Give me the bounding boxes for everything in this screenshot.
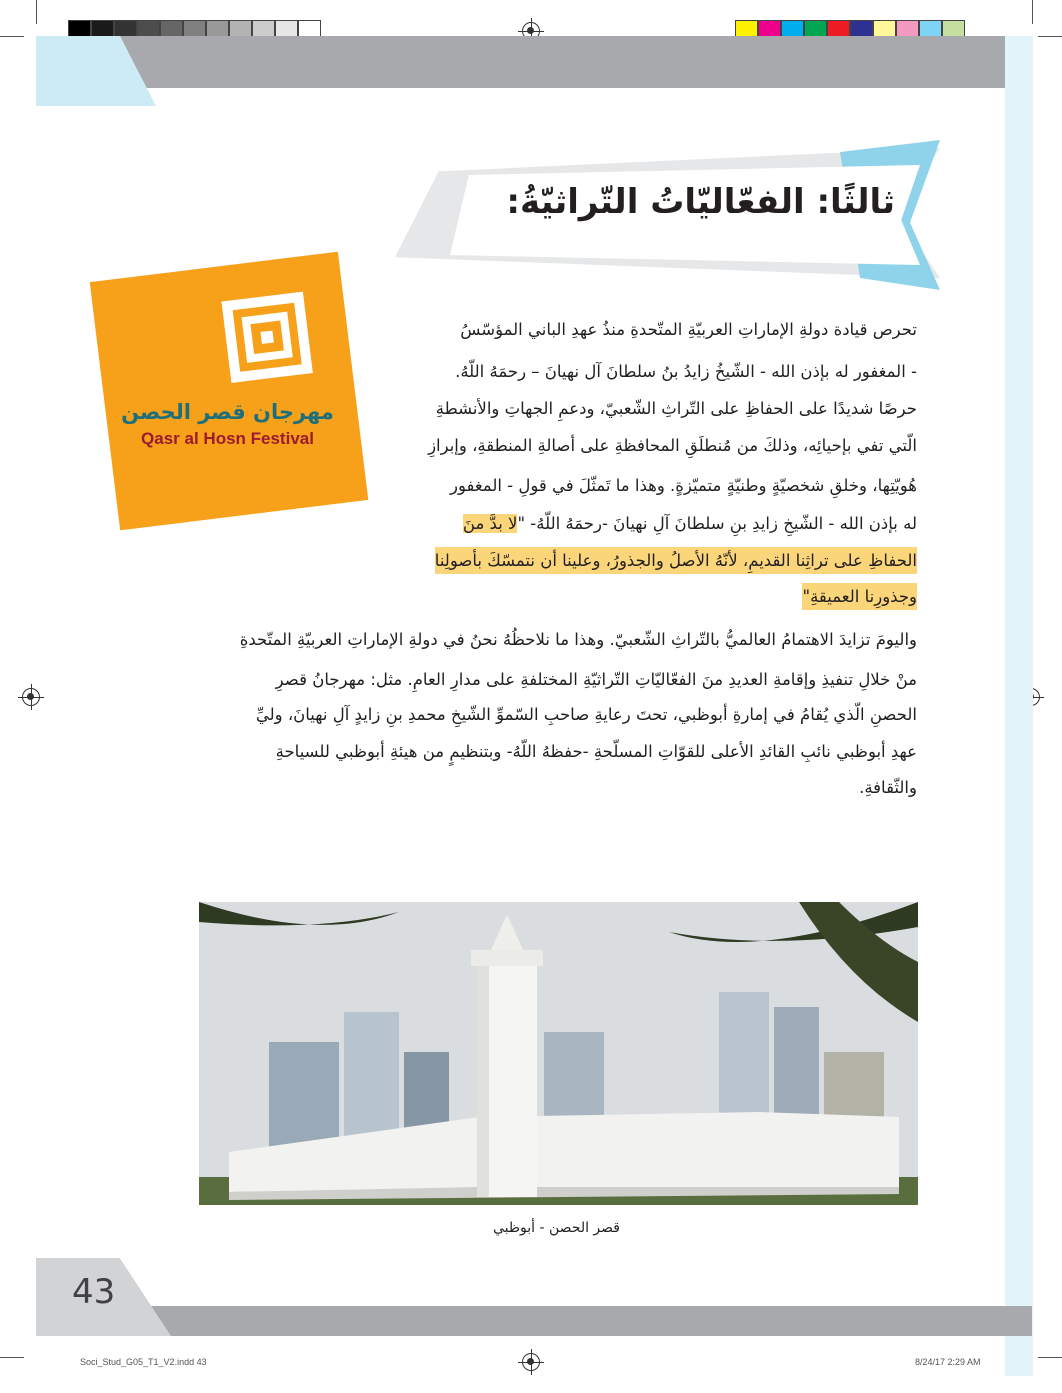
paragraph1-line: حرصًا شديدًا على الحفاظِ على التّراثِ الشّعبيّ، ودعمِ الجهاتِ والأنشطةِ xyxy=(435,399,917,418)
crop-mark xyxy=(0,36,24,37)
paragraph1-line: الّتي تفي بإحيائِه، وذلكَ من مُنطلَقِ المحافظةِ على أصالةِ المنطقةِ، وإبرازِ xyxy=(428,436,917,455)
paragraph1-line: تحرص قيادة دولةِ الإماراتِ العربيّةِ المتّحدةِ منذُ عهدِ الباني المؤسّسُ xyxy=(460,320,917,339)
paragraph1-line xyxy=(463,514,917,533)
header-band xyxy=(95,36,1006,88)
margin-strip xyxy=(1005,36,1033,1376)
slug-date: 8/24/17 2:29 AM xyxy=(915,1357,981,1367)
slug-filename: Soci_Stud_G05_T1_V2.indd 43 xyxy=(80,1357,207,1367)
registration-mark-icon xyxy=(522,1353,540,1371)
qasr-al-hosn-photo xyxy=(199,902,918,1205)
paragraph1-line: - المغفور له بإذن الله - الشّيخُ زايدُ بنُ سلطانَ آل نهيانَ – رحمَهُ اللّهُ. xyxy=(455,362,917,381)
crop-mark xyxy=(36,0,37,24)
quote-highlight: الحفاظِ على تراثِنا القديمِ، لأنّهُ الأصلُ والجذورُ، وعلينا أن نتمسّكَ بأصولِنا xyxy=(435,547,917,574)
crop-mark xyxy=(1032,0,1033,24)
paragraph2-line: الحصنِ الّذي يُقامُ في إمارةِ أبوظبي، تحتَ رعايةِ صاحبِ السّموِّ الشّيخِ محمدِ بنِ زايدٍ آلِ نهيانَ، وليِّ xyxy=(255,705,917,724)
paragraph2-line: واليومَ تزايدَ الاهتمامُ العالميُّ بالتّراثِ الشّعبيّ. وهذا ما نلاحظُهُ نحنُ في دولةِ الإماراتِ العربيّةِ المتّحدةِ xyxy=(239,630,917,649)
paragraph2-line: عهدِ أبوظبي نائبِ القائدِ الأعلى للقوّاتِ المسلّحةِ -حفظهُ اللّهُ- وبتنظيمٍ من هيئةِ أبوظبي للسياحةِ xyxy=(275,742,917,761)
paragraph2-line: منْ خلالِ تنفيذِ وإقامةِ العديدِ منَ الفعّاليّاتِ التّراثيّةِ المختلفةِ على مدارِ العامِ. مثل: مهرجانُ قصرِ xyxy=(275,670,917,689)
paragraph1-line-text: له بإذن الله - الشّيخِ زايدِ بنِ سلطانَ آلِ نهيانَ -رحمَهُ اللّهُ- " xyxy=(517,514,917,533)
crop-mark xyxy=(1038,1357,1062,1358)
paragraph2-line: والثّقافةِ. xyxy=(859,778,917,797)
quote-highlight: وجذورِنا العميقةِ" xyxy=(802,583,917,610)
photo-caption: قصر الحصن - أبوظبي xyxy=(492,1220,620,1236)
crop-mark xyxy=(0,1357,24,1358)
page-number: 43 xyxy=(72,1272,116,1312)
festival-name-arabic: مهرجان قصر الحصن xyxy=(121,400,334,424)
quote-highlight: لا بدَّ منَ xyxy=(462,514,518,533)
crop-mark xyxy=(1038,36,1062,37)
footer-band xyxy=(150,1306,1032,1336)
paragraph1-line: هُويّتِها، وخلقِ شخصيّةٍ وطنيّةٍ متميّزةٍ. وهذا ما تَمثّلَ في قولِ - المغفور xyxy=(449,476,917,495)
fort-illustration xyxy=(199,902,918,1205)
section-title: ثالثًا: الفعّاليّاتُ التّراثيّةُ: xyxy=(506,182,895,222)
fort-square-icon xyxy=(123,278,357,512)
registration-mark-icon xyxy=(22,688,40,706)
festival-name-english: Qasr al Hosn Festival xyxy=(141,429,314,448)
